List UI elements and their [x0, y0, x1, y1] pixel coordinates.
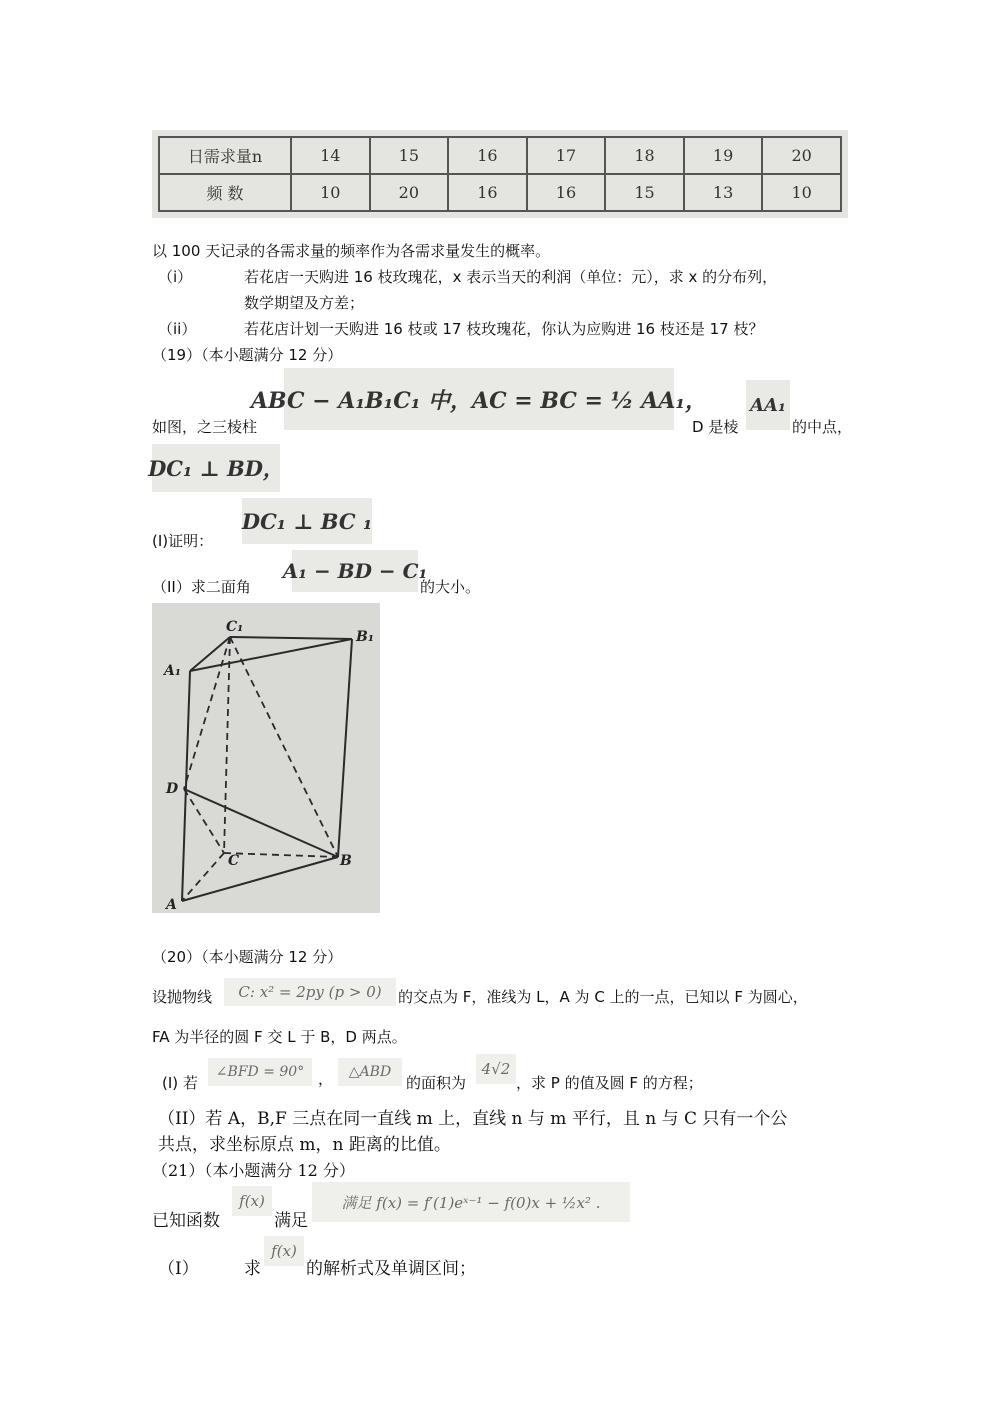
table-row	[159, 137, 841, 174]
label-b1: B₁	[356, 629, 374, 645]
table-cell: 20	[762, 137, 841, 174]
p19-heading: （19）（本小题满分 12 分）	[152, 346, 343, 364]
table-cell: 13	[684, 174, 763, 211]
label-a1: A₁	[164, 663, 181, 679]
p18-i-label: （i）	[158, 268, 193, 286]
p19-line1-mid: D 是棱	[692, 418, 739, 436]
table-cell: 18	[605, 137, 684, 174]
p19-part1-label: (Ⅰ)证明：	[152, 532, 214, 550]
p20-part1-area: 的面积为	[406, 1074, 467, 1092]
p18-ii-label: （ii）	[158, 320, 197, 338]
p21-formula-definition: 满足 f(x) = f′(1)eˣ⁻¹ − f(0)x + ½x² .	[312, 1182, 630, 1222]
table-cell: 16	[448, 174, 527, 211]
table-cell: 10	[762, 174, 841, 211]
p18-i-text-line2: 数学期望及方差；	[244, 294, 365, 312]
p20-line1-start: 设抛物线	[152, 988, 213, 1006]
p20-part1-start: (Ⅰ) 若	[162, 1074, 198, 1092]
p20-formula-angle: ∠BFD = 90°	[208, 1058, 312, 1086]
p20-line1-end: 的交点为 F，准线为 L，A 为 C 上的一点，已知以 F 为圆心，	[398, 988, 808, 1006]
p18-i-text-line1: 若花店一天购进 16 枝玫瑰花，x 表示当天的利润（单位：元），求 x 的分布列，	[244, 268, 778, 286]
prism-diagram	[152, 603, 380, 913]
label-a: A	[166, 897, 177, 913]
table-cell: 19	[684, 137, 763, 174]
p21-heading: （21）（本小题满分 12 分）	[152, 1161, 355, 1180]
p19-line1-end: 的中点，	[792, 418, 853, 436]
p20-part1-comma: ，	[318, 1070, 334, 1088]
p20-formula-parabola: C: x² = 2py (p > 0)	[224, 978, 396, 1006]
p19-formula-aa1: AA₁	[746, 380, 790, 430]
p20-part1-end: ，求 P 的值及圆 F 的方程；	[516, 1074, 703, 1092]
p19-formula-prism: ABC − A₁B₁C₁ 中，AC = BC = ½ AA₁，	[284, 368, 674, 430]
p21-part1-start: 求	[244, 1259, 261, 1279]
p20-part2-line2: 共点，求坐标原点 m，n 距离的比值。	[158, 1135, 451, 1155]
demand-frequency-table	[158, 136, 842, 212]
p20-formula-triangle: △ABD	[338, 1058, 402, 1086]
label-c: C	[228, 853, 240, 869]
p19-part2-label: （ⅠⅠ）求二面角	[152, 578, 251, 596]
table-cell: 14	[291, 137, 370, 174]
p19-formula-dc1-bd: DC₁ ⊥ BD，	[152, 444, 280, 492]
p19-part2-tail: 的大小。	[420, 578, 481, 596]
table-header-cell: 频 数	[159, 174, 291, 211]
table-cell: 17	[527, 137, 606, 174]
table-cell: 15	[370, 137, 449, 174]
p21-formula-fx: f(x)	[232, 1186, 272, 1216]
p18-ii-text: 若花店计划一天购进 16 枝或 17 枝玫瑰花，你认为应购进 16 枝还是 17 枝？	[244, 320, 764, 338]
table-cell: 10	[291, 174, 370, 211]
table-cell: 16	[448, 137, 527, 174]
label-b: B	[340, 853, 352, 869]
p19-formula-dc1-bc1: DC₁ ⊥ BC ₁	[242, 498, 372, 544]
prism-figure	[152, 603, 380, 913]
p18-intro: 以 100 天记录的各需求量的频率作为各需求量发生的概率。	[152, 242, 551, 260]
p21-part1-label: （I）	[158, 1259, 199, 1279]
table-cell: 16	[527, 174, 606, 211]
p20-heading: （20）（本小题满分 12 分）	[152, 948, 343, 966]
p21-line1-mid: 满足	[274, 1211, 308, 1231]
p20-formula-area: 4√2	[476, 1054, 516, 1084]
p21-line1-start: 已知函数	[152, 1211, 220, 1231]
label-c1: C₁	[226, 619, 244, 635]
demand-table-scan	[152, 130, 848, 218]
table-cell: 20	[370, 174, 449, 211]
p21-formula-fx2: f(x)	[264, 1236, 304, 1266]
label-d: D	[166, 781, 179, 797]
p20-part2-line1: （II）若 A，B,F 三点在同一直线 m 上，直线 n 与 m 平行，且 n 与 C 只有一个公	[158, 1109, 788, 1129]
table-cell: 15	[605, 174, 684, 211]
p19-line1-start: 如图，之三棱柱	[152, 418, 258, 436]
table-row	[159, 174, 841, 211]
table-header-cell: 日需求量n	[159, 137, 291, 174]
p19-formula-dihedral: A₁ − BD − C₁	[292, 550, 418, 592]
p21-part1-end: 的解析式及单调区间；	[306, 1259, 476, 1279]
p20-line2: FA 为半径的圆 F 交 L 于 B，D 两点。	[152, 1028, 407, 1046]
